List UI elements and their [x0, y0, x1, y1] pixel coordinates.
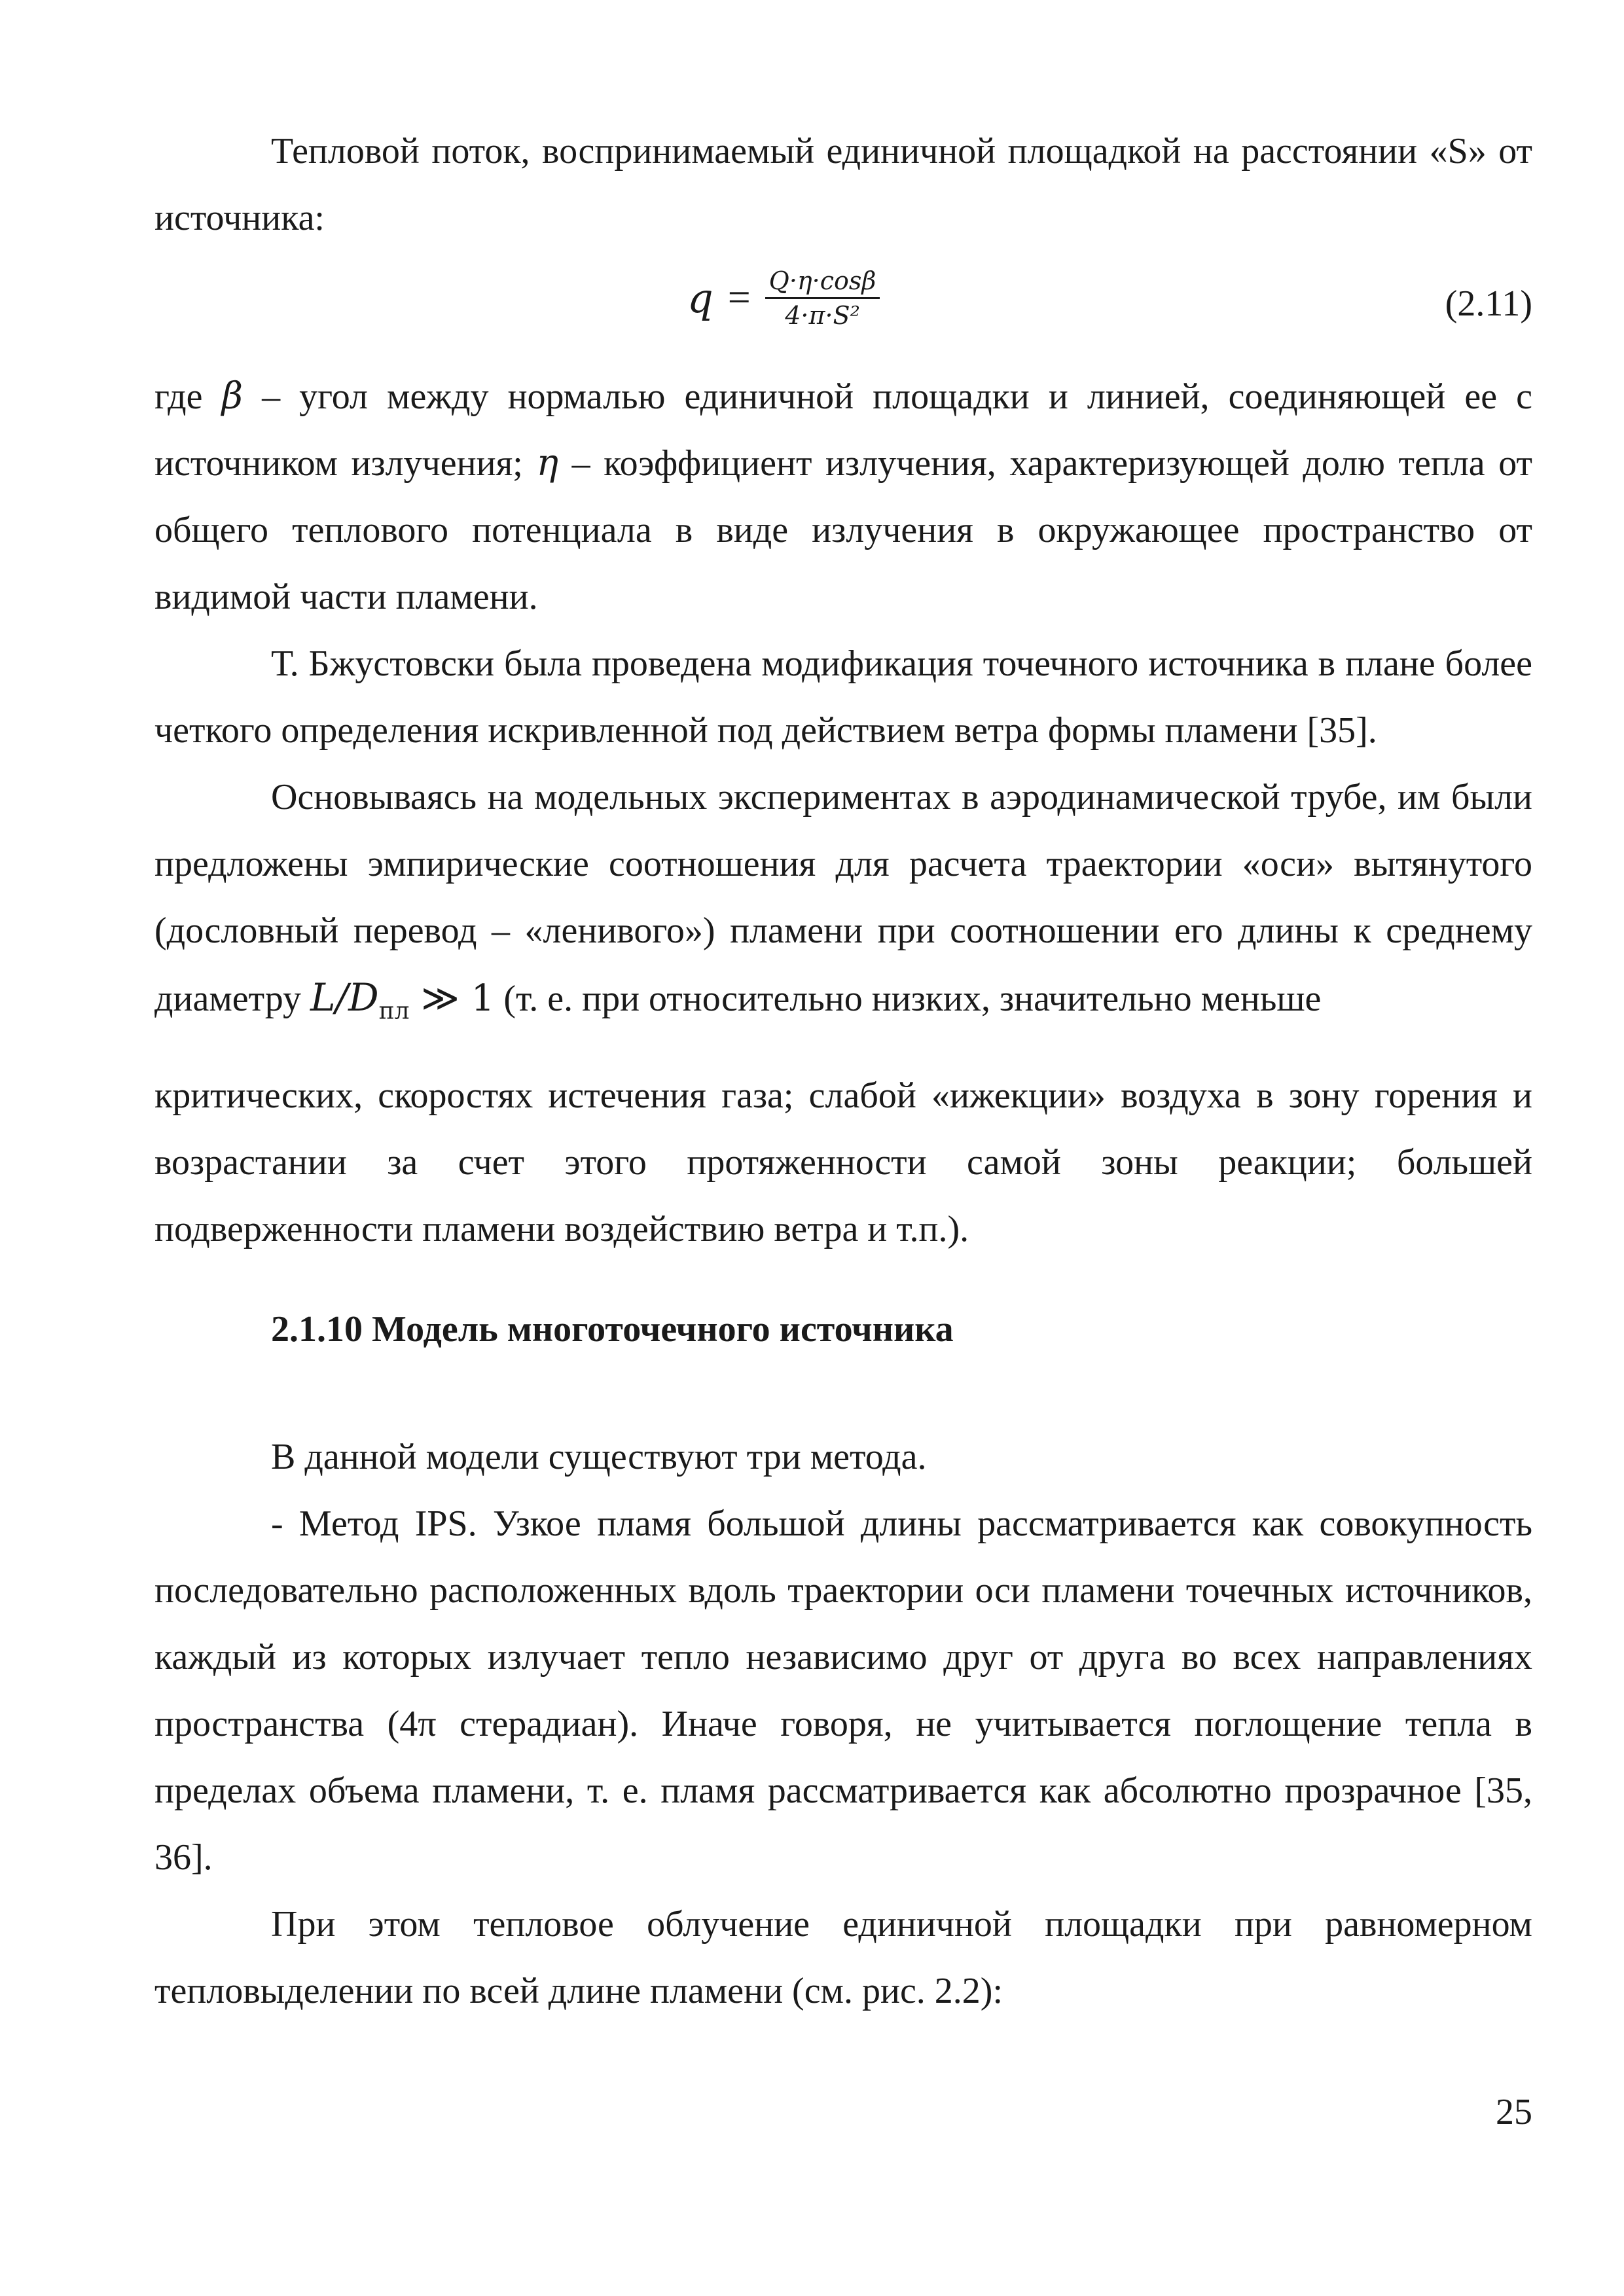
paragraph-definitions [154, 363, 1532, 630]
paragraph-text: - Метод IPS. Узкое пламя большой длины рассматривается как совокупность последовательно расположенных вдоль траектории оси пламени точечных источников, каждый из которых излучает тепло независимо друг от друга во всех направлениях пространства (4π стерадиан). Иначе говоря, не учитывается поглощение тепла в пределах объема пламени, т. е. пламя рассматривается как абсолютно прозрачное [35, 36]. [154, 1503, 1532, 1878]
paragraph-heat-flux [154, 118, 1532, 251]
paragraph-text: В данной модели существуют три метода. [271, 1437, 927, 1477]
formula-lhs: q [687, 274, 713, 322]
paragraph-critical-speeds [154, 1062, 1532, 1263]
paragraph-irradiation [154, 1891, 1532, 2024]
ratio-relation: ≫ 1 [409, 977, 495, 1020]
paragraph-brzustowski [154, 630, 1532, 764]
text-segment: (т. е. при относительно низких, значительно меньше [494, 978, 1322, 1019]
text-segment: Основываясь на модельных экспериментах в аэродинамической трубе, им были предложены эмпирические соотношения для расчета траектории «оси» вытянутого (дословный перевод – «ленивого») пламени при соотношении его длины к среднему диаметру [154, 777, 1532, 1019]
paragraph-text: критических, скоростях истечения газа; слабой «ижекции» воздуха в зону горения и возрастании за счет этого протяженности самой зоны реакции; большей подверженности пламени воздействию ветра и т.п.). [154, 1075, 1532, 1249]
ratio-l-d [310, 975, 410, 1025]
paragraph-three-methods [154, 1424, 1532, 1490]
paragraph-text: Тепловой поток, воспринимаемый единичной площадкой на расстоянии «S» от источника: [154, 131, 1532, 238]
text-segment: где [154, 376, 222, 417]
page-number: 25 [1496, 2092, 1532, 2132]
ratio-slash: / [335, 975, 349, 1020]
symbol-eta: η [536, 442, 559, 484]
paragraph-text: При этом тепловое облучение единичной площадки при равномерном тепловыделении по всей длине пламени (см. рис. 2.2): [154, 1904, 1532, 2011]
ratio-denominator: D [348, 975, 379, 1020]
formula-2-11 [687, 236, 880, 360]
ratio-numerator: L [310, 975, 336, 1020]
equation-number: (2.11) [1445, 283, 1532, 324]
section-heading: 2.1.10 Модель многоточечного источника [271, 1309, 954, 1350]
paragraph-text: Т. Бжустовски была проведена модификация точечного источника в плане более четкого определения искривленной под действием ветра формы пламени [35]. [154, 643, 1532, 751]
paragraph-ips-method [154, 1490, 1532, 1891]
ratio-subscript: пл [378, 997, 410, 1025]
text-segment: – коэффициент излучения, характеризующей долю тепла от общего теплового потенциала в виде излучения в окружающее пространство от видимой части пламени. [154, 443, 1532, 617]
formula-fraction [765, 264, 880, 332]
formula-numerator: Q·η·cosβ [765, 264, 880, 299]
paragraph-wind-tunnel [154, 764, 1532, 1045]
symbol-beta: β [221, 375, 243, 418]
formula-equals: = [727, 275, 751, 320]
formula-denominator: 4·π·S² [785, 300, 860, 330]
text-segment: – угол между нормалью единичной площадки и линией, соединяющей ее с источником излучения; [154, 376, 1532, 484]
